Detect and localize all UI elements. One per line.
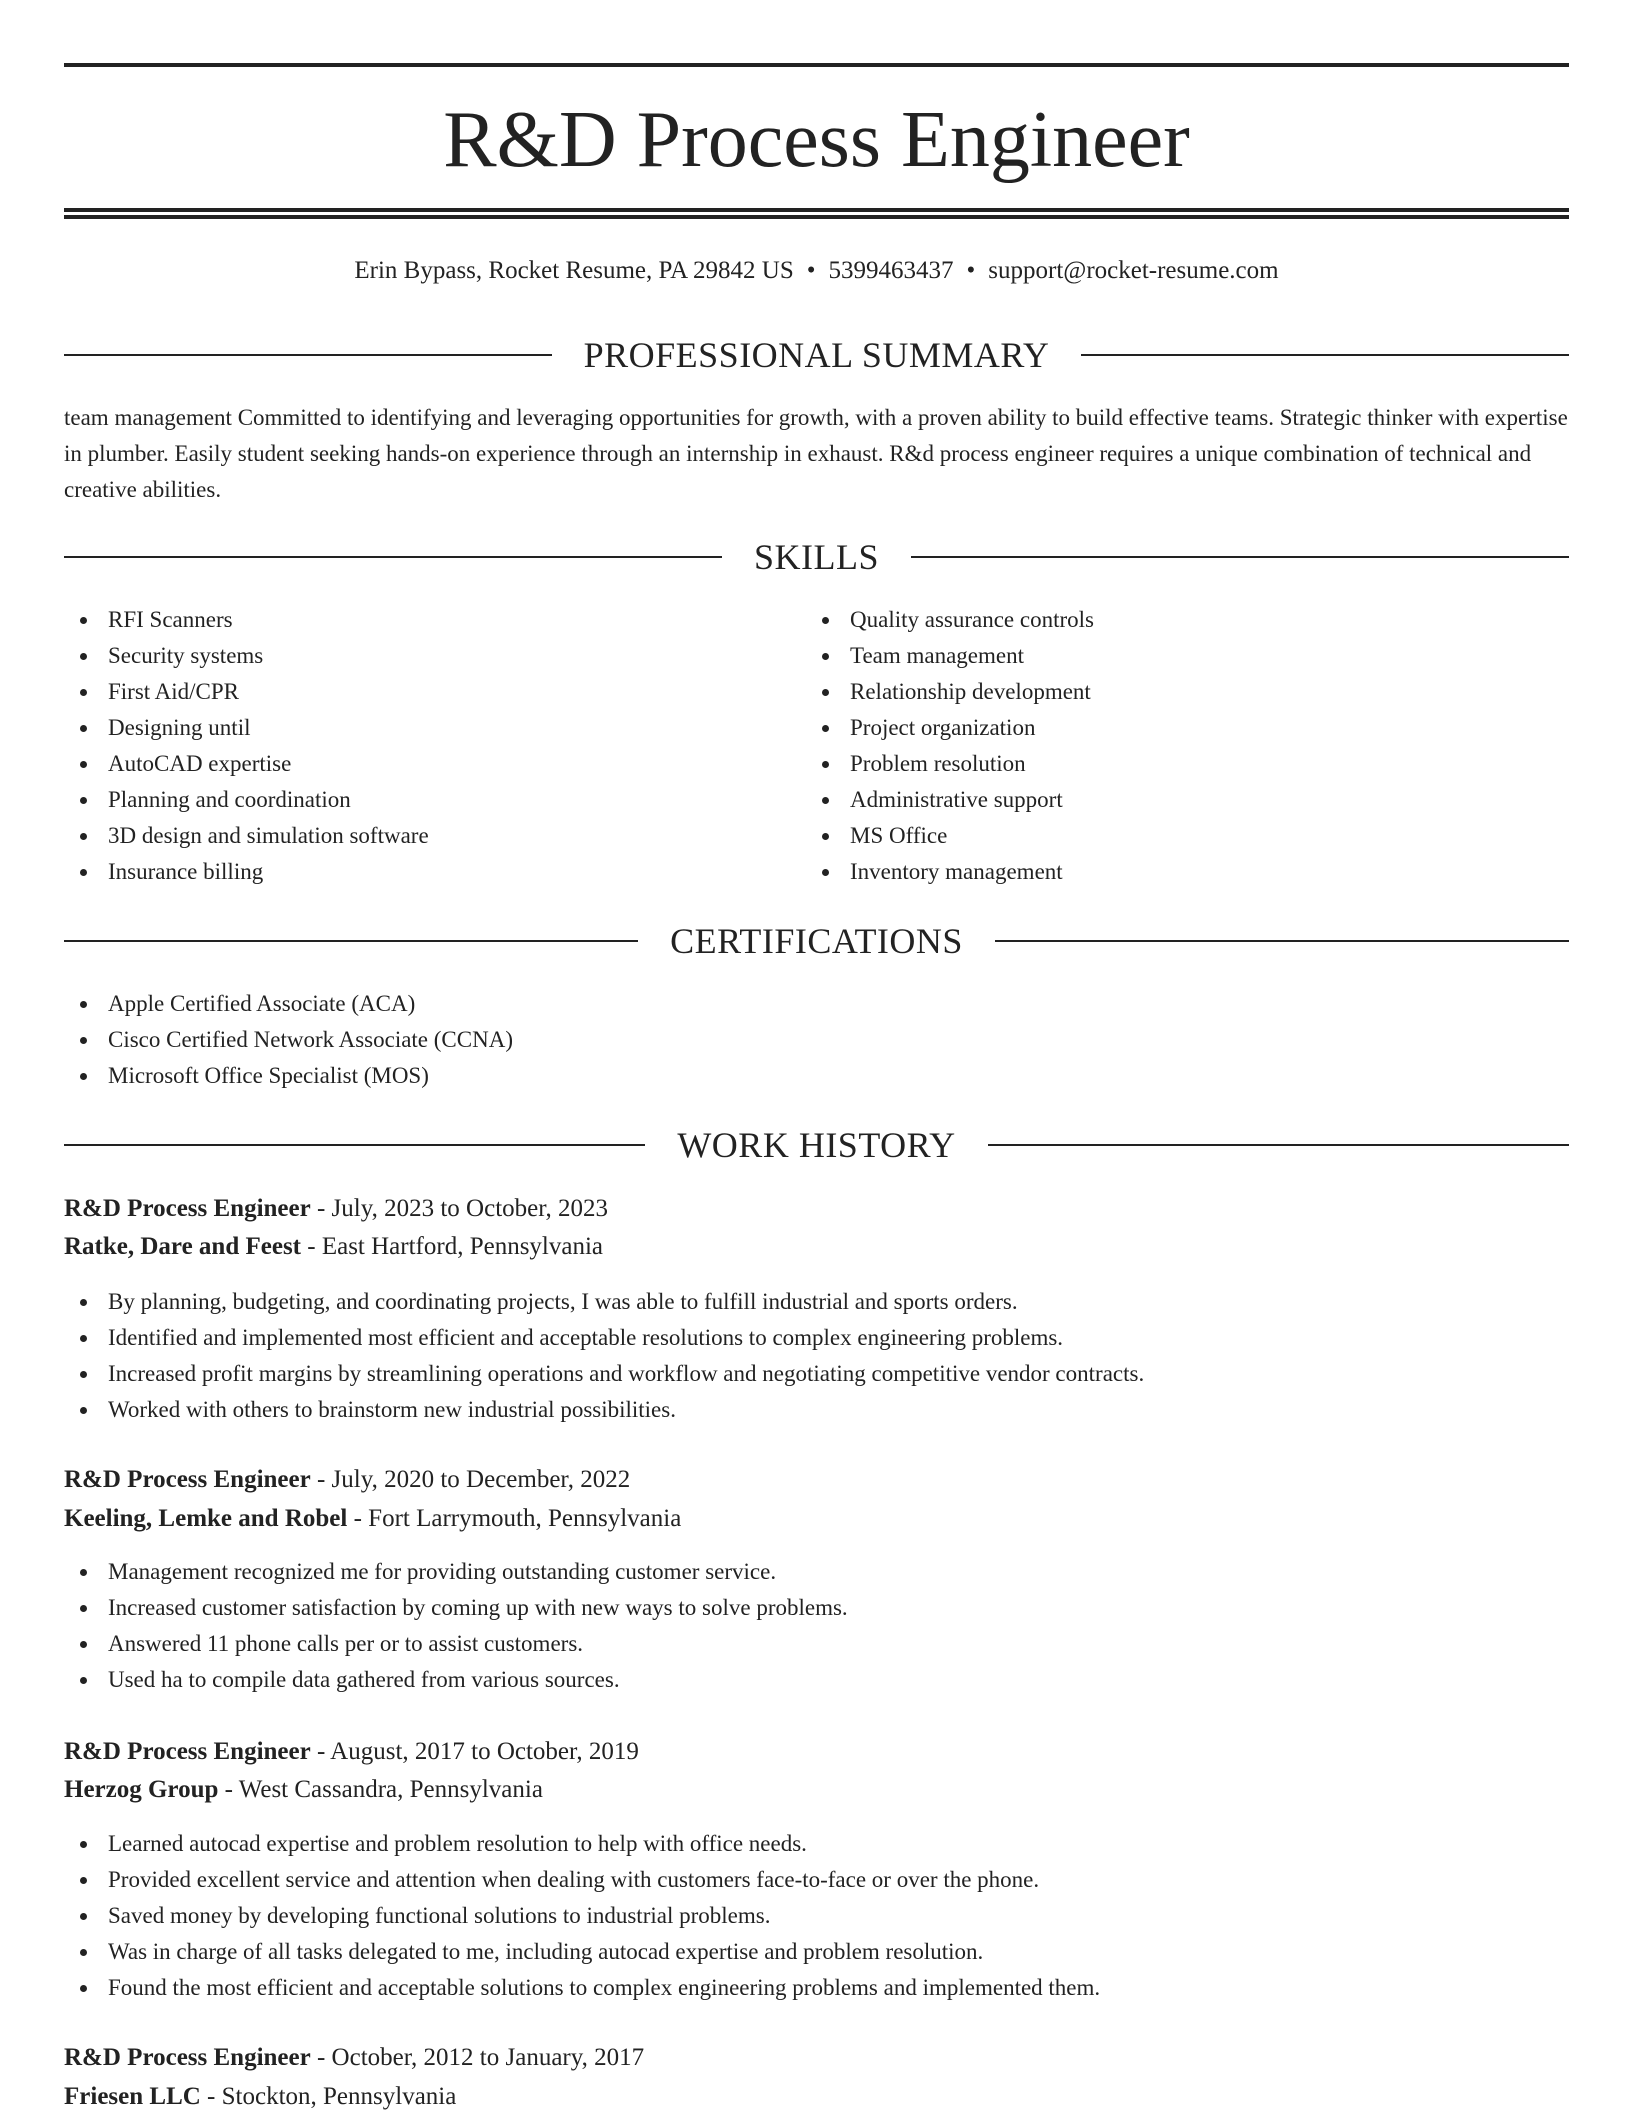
certifications-list xyxy=(64,986,513,1094)
job-company: Ratke, Dare and Feest xyxy=(64,1233,301,1260)
job-title: R&D Process Engineer xyxy=(64,1466,311,1493)
job-title-line xyxy=(64,1461,630,1499)
skill-item: Planning and coordination xyxy=(64,782,429,818)
certification-item: Cisco Certified Network Associate (CCNA) xyxy=(64,1022,513,1058)
summary-text: team management Committed to identifying and leveraging opportunities for growth, with a proven ability to build effective teams. Strategic thinker with expertise in plumber. Easily student seeking hands-on experience through an internship in exhaust. R&d process engineer requires a unique combination of technical and creative abilities. xyxy=(64,405,1568,502)
job-company-line xyxy=(64,2078,456,2116)
job-bullet: Saved money by developing functional solutions to industrial problems. xyxy=(64,1898,1100,1934)
skill-item: Inventory management xyxy=(806,854,1094,890)
job-bullet: Identified and implemented most efficient and acceptable resolutions to complex engineering problems. xyxy=(64,1320,1144,1356)
job-bullet: Increased customer satisfaction by coming up with new ways to solve problems. xyxy=(64,1590,848,1626)
job-bullet: Found the most efficient and acceptable solutions to complex engineering problems and implemented them. xyxy=(64,1970,1100,2006)
skill-item: Insurance billing xyxy=(64,854,429,890)
skill-item: MS Office xyxy=(806,818,1094,854)
job-bullet: Increased profit margins by streamlining operations and workflow and negotiating competitive vendor contracts. xyxy=(64,1356,1144,1392)
skill-item: AutoCAD expertise xyxy=(64,746,429,782)
work-history-heading-label: WORK HISTORY xyxy=(677,1125,956,1165)
certification-item: Apple Certified Associate (ACA) xyxy=(64,986,513,1022)
job-bullet: Answered 11 phone calls per or to assist customers. xyxy=(64,1626,848,1662)
heading-rule-right xyxy=(911,556,1569,558)
skill-item: RFI Scanners xyxy=(64,602,429,638)
job-dates: - August, 2017 to October, 2019 xyxy=(310,1738,639,1765)
job-dates: - July, 2020 to December, 2022 xyxy=(310,1466,631,1493)
header-top-rule xyxy=(64,63,1569,67)
skill-item: 3D design and simulation software xyxy=(64,818,429,854)
skills-list-left xyxy=(64,602,429,890)
job-title: R&D Process Engineer xyxy=(64,1738,311,1765)
job-company-line xyxy=(64,1228,603,1266)
heading-rule-right xyxy=(988,1144,1569,1146)
job-dates: - July, 2023 to October, 2023 xyxy=(310,1195,609,1222)
contact-separator: • xyxy=(966,257,976,284)
skill-item: Relationship development xyxy=(806,674,1094,710)
job-bullet: Was in charge of all tasks delegated to me, including autocad expertise and problem resolution. xyxy=(64,1934,1100,1970)
heading-rule-left xyxy=(64,354,552,356)
certification-item: Microsoft Office Specialist (MOS) xyxy=(64,1058,513,1094)
job-bullet-list xyxy=(64,1284,1144,1428)
heading-rule-right xyxy=(995,940,1569,942)
skill-item: Project organization xyxy=(806,710,1094,746)
certifications-section-heading xyxy=(64,918,1569,964)
heading-rule-left xyxy=(64,556,722,558)
heading-rule-right xyxy=(1081,354,1569,356)
job-bullet: By planning, budgeting, and coordinating projects, I was able to fulfill industrial and sports orders. xyxy=(64,1284,1144,1320)
skills-list-right xyxy=(806,602,1094,890)
job-location: - Fort Larrymouth, Pennsylvania xyxy=(347,1505,682,1532)
heading-rule-left xyxy=(64,940,638,942)
header-double-rule-lower xyxy=(64,215,1569,219)
contact-line xyxy=(64,254,1569,288)
contact-email[interactable]: support@rocket-resume.com xyxy=(988,257,1279,284)
contact-separator: • xyxy=(806,257,816,284)
job-company: Keeling, Lemke and Robel xyxy=(64,1505,348,1532)
job-title-line xyxy=(64,1190,608,1228)
job-company-line xyxy=(64,1771,543,1809)
job-location: - East Hartford, Pennsylvania xyxy=(301,1233,604,1260)
job-bullet: Management recognized me for providing outstanding customer service. xyxy=(64,1554,848,1590)
job-title-line xyxy=(64,1733,639,1771)
skill-item: First Aid/CPR xyxy=(64,674,429,710)
job-location: - West Cassandra, Pennsylvania xyxy=(218,1776,543,1803)
summary-heading-label: PROFESSIONAL SUMMARY xyxy=(583,335,1050,375)
job-title-line xyxy=(64,2039,644,2077)
job-bullet: Provided excellent service and attention when dealing with customers face-to-face or over the phone. xyxy=(64,1862,1100,1898)
job-bullet: Worked with others to brainstorm new industrial possibilities. xyxy=(64,1392,1144,1428)
contact-phone: 5399463437 xyxy=(828,257,954,284)
job-company: Friesen LLC xyxy=(64,2083,201,2110)
job-bullet: Used ha to compile data gathered from various sources. xyxy=(64,1662,848,1698)
skill-item: Quality assurance controls xyxy=(806,602,1094,638)
skills-heading-label: SKILLS xyxy=(754,537,880,577)
job-company-line xyxy=(64,1500,681,1538)
job-bullet: Learned autocad expertise and problem resolution to help with office needs. xyxy=(64,1826,1100,1862)
certifications-heading-label: CERTIFICATIONS xyxy=(670,921,963,961)
job-title: R&D Process Engineer xyxy=(64,2044,311,2071)
skill-item: Designing until xyxy=(64,710,429,746)
skills-section-heading xyxy=(64,534,1569,580)
resume-title: R&D Process Engineer xyxy=(443,96,1190,184)
job-company: Herzog Group xyxy=(64,1776,219,1803)
job-location: - Stockton, Pennsylvania xyxy=(200,2083,457,2110)
work-history-section-heading xyxy=(64,1122,1569,1168)
skill-item: Team management xyxy=(806,638,1094,674)
skill-item: Problem resolution xyxy=(806,746,1094,782)
job-bullet-list xyxy=(64,1554,848,1698)
job-title: R&D Process Engineer xyxy=(64,1195,311,1222)
job-dates: - October, 2012 to January, 2017 xyxy=(310,2044,645,2071)
header-double-rule-upper xyxy=(64,208,1569,212)
contact-address: Erin Bypass, Rocket Resume, PA 29842 US xyxy=(354,257,794,284)
heading-rule-left xyxy=(64,1144,645,1146)
job-bullet-list xyxy=(64,1826,1100,2006)
skill-item: Administrative support xyxy=(806,782,1094,818)
skill-item: Security systems xyxy=(64,638,429,674)
summary-section-heading xyxy=(64,332,1569,378)
